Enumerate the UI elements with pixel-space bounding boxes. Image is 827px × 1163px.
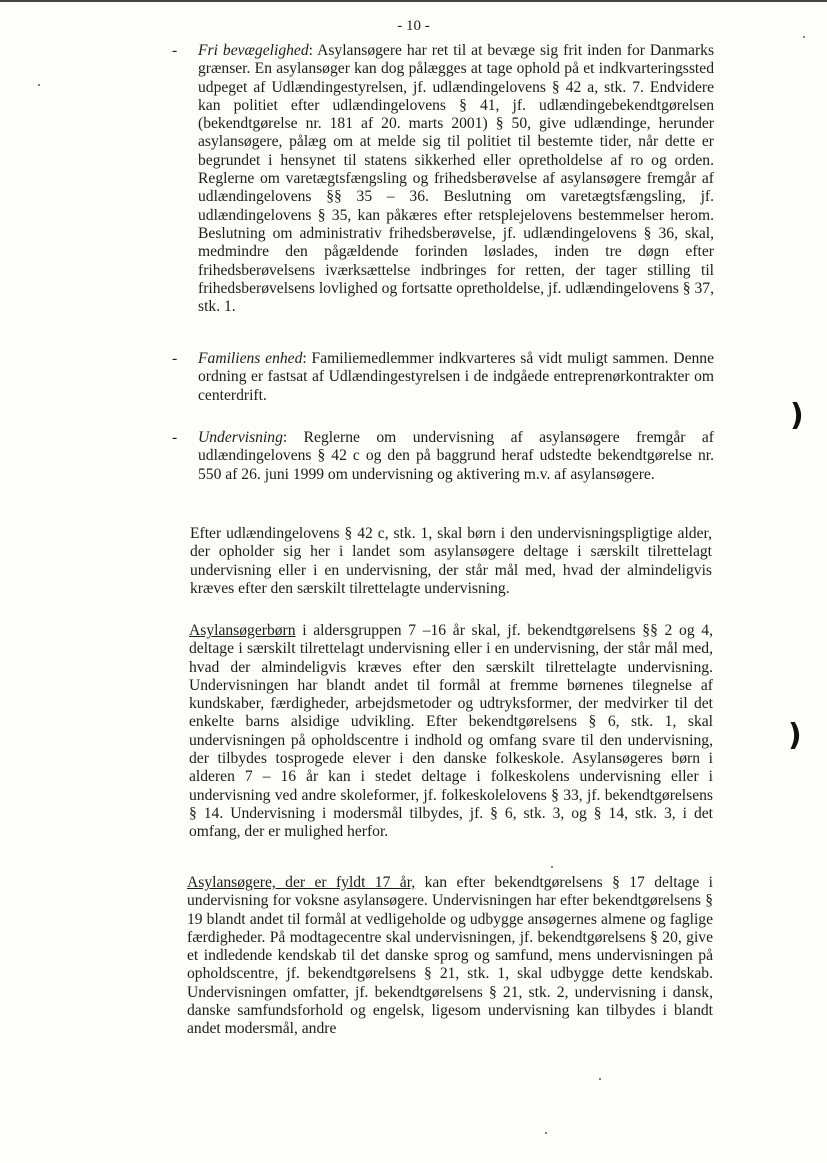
paragraph-text: i aldersgruppen 7 –16 år skal, jf. bekendtgørelsens §§ 2 og 4, deltage i særskilt tilrettelagt undervisning eller i en undervisning, der står mål med, hvad der almindeligvis kræves efter den særskilt tilrettelagte undervisning. Undervisningen har blandt andet til formål at fremme børnenes tilegnelse af kundskaber, færdigheder, arbejdsmetoder og udtryksformer, der medvirker til det enkelte barns alsidige udvikling. Efter bekendtgørelsens § 6, stk. 1, skal undervisningen på opholdscentre i indhold og omfang svare til den undervisning, der tilbydes tosprogede elever i den danske folkeskole. Asylansøgeres børn i alderen 7 – 16 år kan i stedet deltage i folkeskolens undervisning eller i undervisning ved andre skoleformer, jf. folkeskolelovens § 33, jf. bekendtgørelsens § 14. Undervisning i modersmål tilbydes, jf. § 6, stk. 3, og § 14, stk. 3, i det omfang, der er mulighed herfor. xyxy=(189,622,713,841)
bullet-text: : Reglerne om undervisning af asylansøgere fremgår af udlændingelovens § 42 c og den på baggrund heraf udstedte bekendtgørelse nr. 550 af 26. juni 1999 om undervisning og aktivering m.v. af asylansøgere. xyxy=(198,429,714,483)
punch-hole-mark: ) xyxy=(790,398,804,433)
bullet-term: Familiens enhed xyxy=(198,350,303,367)
bullet-dash: - xyxy=(172,429,178,446)
bullet-text: : Asylansøgere har ret til at bevæge sig frit inden for Danmarks grænser. En asylansøger kan dog pålægges at tage ophold på et indkvarteringssted udpeget af Udlændingestyrelsen, jf. udlændingelovens § 42 a, stk. 7. Endvidere kan politiet efter udlændingelovens § 41, jf. udlændingebekendtgørelsen (bekendtgørelse nr. 181 af 20. marts 2001) § 50, give udlændinge, herunder asylansøgere, pålæg om at melde sig til politiet til bestemte tider, når dette er begrundet i hensynet til statens sikkerhed eller opretholdelse af ro og orden. Reglerne om varetægtsfængsling og frihedsberøvelse af asylansøgere fremgår af udlændingelovens §§ 35 – 36. Beslutning om varetægtsfængsling, jf. udlændingelovens § 35, kan påkæres efter retsplejelovens bestemmelser herom. Beslutning om administrativ frihedsberøvelse, jf. udlændingelovens § 36, skal, medmindre den pågældende forinden løslades, inden tre døgn efter frihedsberøvelsens iværksættelse indbringes for retten, der tager stilling til frihedsberøvelsens lovlighed og fortsatte opretholdelse, jf. udlændingelovens § 37, stk. 1. xyxy=(198,42,715,316)
page-number: - 10 - xyxy=(397,18,430,34)
paragraph-asylansoegerboern xyxy=(189,622,713,842)
paragraph-text: kan efter bekendtgørelsens § 17 deltage i undervisning for voksne asylansøgere. Undervisningen har efter bekendtgørelsens § 19 blandt andet til formål at vedligeholde og udbygge ansøgernes almene og faglige færdigheder. På modtagecentre skal undervisningen, jf. bekendtgørelsens § 20, give et indledende kendskab til det danske sprog og samfund, mens undervisningen på opholdscentre, jf. bekendtgørelsens § 21, stk. 1, skal udbygge dette kendskab. Undervisningen omfatter, jf. bekendtgørelsens § 21, stk. 2, undervisning i dansk, danske samfundsforhold og engelsk, ligesom undervisning kan tilbydes i blandt andet modersmål, andre xyxy=(187,874,713,1038)
scan-speck xyxy=(551,866,553,868)
paragraph-undervisningspligt xyxy=(190,525,712,598)
scan-speck xyxy=(599,1078,601,1080)
bullet-familiens-enhed xyxy=(172,350,715,405)
top-edge-line xyxy=(0,0,827,2)
paragraph-text: Efter udlændingelovens § 42 c, stk. 1, skal børn i den undervisningspligtige alder, der opholder sig her i landet som asylansøgere deltage i særskilt tilrettelagt undervisning eller i en undervisning, der står mål med, hvad der almindeligvis kræves efter den særskilt tilrettelagte undervisning. xyxy=(190,525,712,597)
bullet-term: Undervisning xyxy=(198,429,283,446)
paragraph-underlined-term: Asylansøgere, der er fyldt 17 år, xyxy=(187,874,416,891)
bullet-dash: - xyxy=(172,42,178,59)
bullet-dash: - xyxy=(172,350,178,367)
bullet-undervisning xyxy=(172,429,714,484)
paragraph-voksne-asylansoegere xyxy=(187,874,713,1039)
punch-hole-mark: ) xyxy=(788,718,802,753)
scan-speck xyxy=(545,1132,547,1134)
bullet-text: : Familiemedlemmer indkvarteres så vidt muligt sammen. Denne ordning er fastsat af Udlændingestyrelsen i de indgåede entreprenørkontrakter om centerdrift. xyxy=(198,350,715,404)
paragraph-underlined-term: Asylansøgerbørn xyxy=(189,622,296,639)
bullet-term: Fri bevægelighed xyxy=(198,42,309,59)
scan-speck xyxy=(38,84,40,86)
scan-speck xyxy=(803,36,805,38)
bullet-fri-bevaegelighed xyxy=(172,42,715,316)
